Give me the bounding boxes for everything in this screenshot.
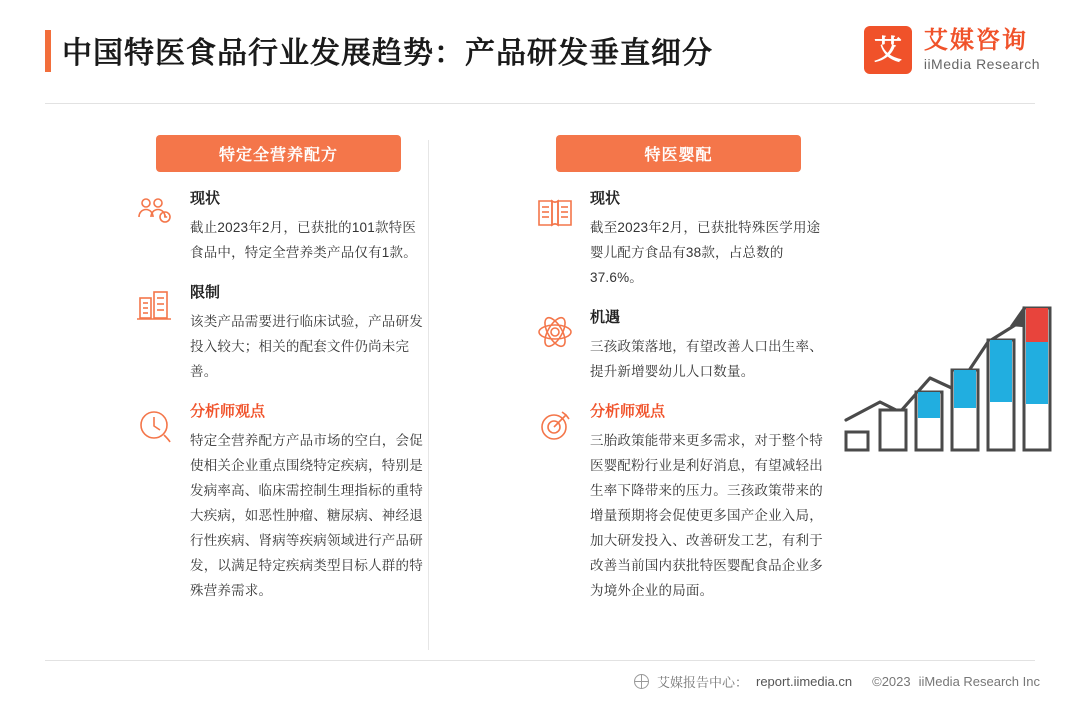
factory-icon [134, 286, 176, 328]
target-icon [534, 405, 576, 447]
report-center-label: 艾媒报告中心： [656, 675, 748, 690]
iimedia-logo-icon: 艾 [864, 26, 912, 74]
report-url-link[interactable]: report.iimedia.cn [756, 674, 853, 689]
brand-text [924, 27, 1040, 73]
footer-divider [45, 660, 1035, 661]
block-title: 现状 [590, 190, 621, 207]
page-footer [634, 672, 1040, 691]
column-left [128, 135, 428, 604]
brand-name-cn: 艾媒咨询 [923, 27, 1028, 55]
block-analyst-view-left [128, 403, 428, 604]
page-title: 中国特医食品行业发展趋势：产品研发垂直细分 [62, 37, 713, 70]
header-divider [45, 103, 1035, 104]
column-right [528, 135, 828, 604]
globe-icon [634, 674, 649, 689]
growth-bar-chart-illustration [838, 270, 1053, 470]
clock-icon [134, 405, 176, 447]
column-left-heading: 特定全营养配方 [156, 135, 401, 172]
column-right-heading: 特医婴配 [556, 135, 801, 172]
company-name: iiMedia Research Inc [918, 674, 1040, 689]
block-text: 截止2023年2月，已获批的101款特医食品中，特定全营养类产品仅有1款。 [190, 220, 417, 260]
block-text: 截至2023年2月，已获批特殊医学用途婴儿配方食品有38款，占总数的37.6%。 [590, 220, 821, 285]
block-limitation-left [128, 284, 428, 385]
block-text: 三胎政策能带来更多需求，对于整个特医婴配粉行业是利好消息，有望减轻出生率下降带来的压力。三孩政策带来的增量预期将会促使更多国产企业入局，加大研发投入、改善研发工艺，有利于改善当前国内获批特医婴配食品企业多为境外企业的局面。 [590, 432, 823, 598]
block-analyst-view-right [528, 403, 828, 604]
block-title: 限制 [190, 283, 221, 301]
copyright-text: ©2023 [872, 674, 911, 689]
title-accent-bar [45, 30, 51, 72]
brand-logo-group [864, 26, 1040, 74]
book-icon [534, 192, 576, 234]
block-title: 分析师观点 [190, 402, 266, 420]
block-title: 分析师观点 [590, 402, 666, 420]
page-header [0, 0, 1080, 100]
block-text: 特定全营养配方产品市场的空白，会促使相关企业重点围绕特定疾病，特别是发病率高、临床需控制生理指标的重特大疾病，如恶性肿瘤、糖尿病、神经退行性疾病、肾病等疾病领域进行产品研发，以满足特定疾病类型目标人群的特殊营养需求。 [190, 432, 423, 598]
atom-icon [534, 311, 576, 353]
brand-name-en: iiMedia Research [923, 55, 1040, 72]
block-opportunity-right [528, 309, 828, 385]
block-title: 机遇 [590, 308, 621, 326]
block-title: 现状 [190, 190, 221, 207]
people-icon [134, 192, 176, 234]
block-text: 三孩政策落地，有望改善人口出生率、提升新增婴幼儿人口数量。 [590, 338, 823, 379]
column-divider [428, 140, 429, 650]
block-current-status-left [128, 190, 428, 266]
block-text: 该类产品需要进行临床试验，产品研发投入较大；相关的配套文件仍尚未完善。 [190, 313, 423, 379]
block-current-status-right [528, 190, 828, 291]
